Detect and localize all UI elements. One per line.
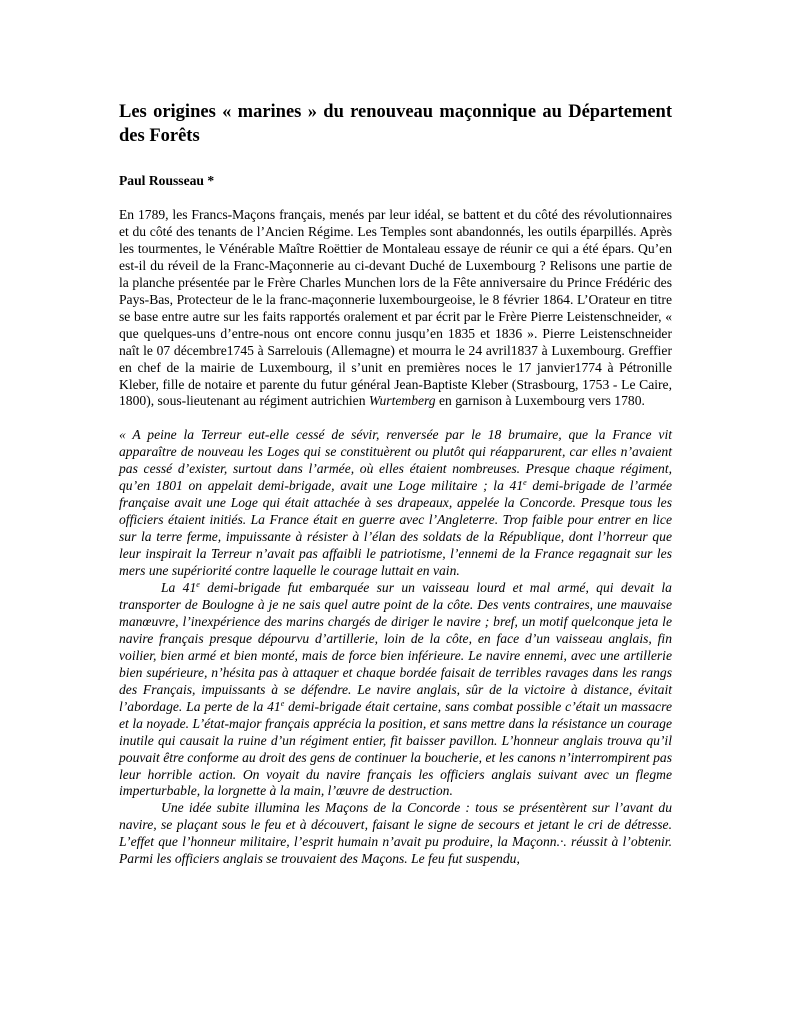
intro-text-2: en garnison à Luxembourg vers 1780. (435, 393, 645, 409)
quote-1-text-a: « A peine la Terreur eut-elle cessé de sévir, renversée par le 18 brumaire, que la France vit apparaître de nouveau les Loges qui se constituèrent ou plutôt qui réapparurent, car elles n’avaient pas cessé d’exister, surtout dans l’armée, où elles étaient nombreuses. Presque chaque régiment, qu’en 1801 on appelait demi-brigade, avait une Loge militaire ; la 41 (119, 427, 672, 494)
intro-text-1: En 1789, les Francs-Maçons français, menés par leur idéal, se battent et du côté des révolutionnaires et du côté des tenants de l’Ancien Régime. Les Temples sont abandonnés, les outils éparpillés. Après les tourmentes, le Vénérable Maître Roëttier de Montaleau essaye de réunir ce qui a été épars. Qu’en est-il du réveil de la Franc-Maçonnerie au ci-devant Duché de Luxembourg ? Relisons une partie de la planche présentée par le Frère Charles Munchen lors de la Fête anniversaire du Prince Frédéric des Pays-Bas, Protecteur de le la franc-maçonnerie luxembourgeoise, le 8 février 1864. L’Orateur en titre se base entre autre sur les faits rapportés oralement et par écrit par le Frère Pierre Leistenschneider, « que quelques-uns d’entre-nous ont encore connu jusqu’en 1835 et 1836 ». Pierre Leistenschneider naît le 07 décembre1745 à Sarrelouis (Allemagne) et mourra le 24 avril1837 à Luxembourg. Greffier en chef de la mairie de Luxembourg, il s’unit en premières noces le 17 janvier1774 à Pétronille Kleber, fille de notaire et parente du futur général Jean-Baptiste Kleber (Strasbourg, 1753 - Le Caire, 1800), sous-lieutenant au régiment autrichien (119, 207, 672, 409)
quote-paragraph-2 (119, 580, 672, 800)
document-page (119, 100, 672, 868)
ordinal-superscript: e (196, 580, 200, 590)
quote-paragraph-1 (119, 427, 672, 580)
ordinal-superscript: e (523, 478, 527, 488)
intro-paragraph (119, 207, 672, 410)
author-name: Paul Rousseau * (119, 173, 215, 188)
quote-paragraph-3: Une idée subite illumina les Maçons de la Concorde : tous se présentèrent sur l’avant du navire, se plaçant sous le feu et à découvert, faisant le signe de secours et jetant le cri de détresse. L’effet que l’honneur militaire, l’esprit humain n’avait pu produire, la Maçonn.·. réussit à l’obtenir. Parmi les officiers anglais se trouvaient des Maçons. Le feu fut suspendu, (119, 800, 672, 867)
quote-2-text-b: demi-brigade fut embarquée sur un vaisseau lourd et mal armé, qui devait la transporter de Boulogne à je ne sais quel autre point de la côte. Des vents contraires, une mauvaise manœuvre, l’inexpérience des marins chargés de diriger le navire ; bref, un motif quelconque jeta le navire français presque dépourvu d’artillerie, loin de la côte, en face d’un vaisseau anglais, fin voilier, bien armé et bien monté, mais de force bien inférieure. Le navire ennemi, avec une artillerie bien supérieure, n’hésita pas à attaquer et chaque bordée faisait de terribles ravages dans les rangs des Français, impuissants à se défendre. Le navire anglais, sûr de la victoire à distance, évitait l’abordage. La perte de la 41 (119, 580, 672, 714)
quote-2-text-c: demi-brigade était certaine, sans combat possible c’était un massacre et la noyade. L’état-major français apprécia la position, et sans mettre dans la résistance un courage inutile qui causait la ruine d’un régiment entier, fit baisser pavillon. L’honneur anglais trouva qu’il pouvait être conforme au droit des gens de continuer la boucherie, et les canons n’interrompirent pas leur horrible action. On voyait du navire français les officiers anglais suivant avec un flegme imperturbable, la lorgnette à la main, l’œuvre de destruction. (119, 698, 672, 799)
article-title: Les origines « marines » du renouveau maçonnique au Département des Forêts (119, 102, 672, 146)
quote-2-text-a: La 41 (161, 580, 197, 596)
regiment-name: Wurtemberg (368, 393, 436, 409)
quote-1-text-b: demi-brigade de l’armée française avait une Loge qui était attachée à ses drapeaux, appelée la Concorde. Presque tous les officiers étaient initiés. La France était en guerre avec l’Angleterre. Trop faible pour entrer en lice sur la terre ferme, impuissante à résister à l’élan des soldats de la République, dont l’horreur que leur inspirait la Terreur n’avait pas affaibli le patriotisme, l’ennemi de la France regagnait sur les mers une supériorité contre laquelle le courage luttait en vain. (119, 478, 672, 579)
ordinal-superscript: e (280, 698, 285, 708)
